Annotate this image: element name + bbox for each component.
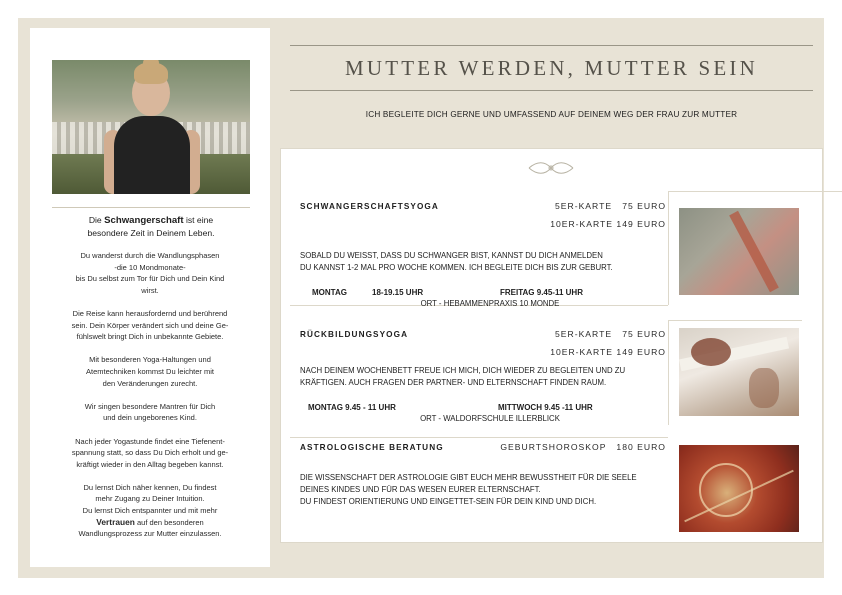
intro-prefix: Die	[88, 215, 102, 225]
divider	[52, 207, 250, 208]
description-line: DEINES KINDES UND FÜR DAS WESEN EURER ELTERNSCHAFT.	[300, 485, 541, 495]
intro-bold-word: Schwangerschaft	[104, 215, 184, 226]
title-rule	[290, 90, 813, 91]
section-description	[300, 250, 666, 274]
artwork-image	[679, 208, 799, 295]
price-10er: 10ER-KARTE 149 EURO	[550, 347, 666, 357]
time-day: MONTAG	[312, 288, 347, 297]
description-line: DIE WISSENSCHAFT DER ASTROLOGIE GIBT EUCH MEHR BEWUSSTHEIT FÜR DIE SEELE	[300, 473, 637, 482]
page-title: MUTTER WERDEN, MUTTER SEIN	[345, 56, 758, 80]
paint-spot	[691, 338, 731, 366]
paragraph: Wir singen besondere Mantren für Dich und dein ungeborenes Kind.	[84, 401, 216, 423]
paragraph-last	[44, 482, 256, 540]
paint-spot	[749, 368, 779, 408]
intro-line2: besondere Zeit in Deinem Leben	[87, 228, 213, 238]
column-divider	[668, 320, 669, 425]
section-title-astrologische-beratung: ASTROLOGISCHE BERATUNG	[300, 443, 444, 452]
description-line: NACH DEINEM WOCHENBETT FREUE ICH MICH, DICH WIEDER ZU BEGLEITEN UND ZU	[300, 366, 626, 375]
paragraph: Du wanderst durch die Wandlungsphasen -die 10 Mondmonate- bis Du selbst zum Tor für Dich und Dein Kind wirst.	[75, 251, 225, 295]
artwork-image	[679, 328, 799, 416]
description-line: DU FINDEST ORIENTIERUNG UND EINGETTET-SEIN FÜR DEIN KIND UND DICH.	[300, 497, 597, 507]
price-5er: 5ER-KARTE 75 EURO	[554, 329, 666, 339]
paragraph-line: Wandlungsprozess zur Mutter einzulassen.	[78, 529, 222, 539]
intro-suffix: ist eine	[185, 215, 214, 225]
paragraph-line: Du lernst Dich entspannter und mit mehr	[82, 506, 218, 516]
intro-text	[60, 214, 242, 239]
paragraph: Mit besonderen Yoga-Haltungen und Atemtechniken kommst Du leichter mit den Veränderungen zurecht.	[86, 355, 214, 388]
paragraph: Die Reise kann herausfordernd und berührend sein. Dein Körper verändert sich und deine Ge- fühlswelt bringt Dich in unbekannte Gebiete.	[71, 308, 229, 342]
price-10er: 10ER-KARTE 149 EURO	[550, 219, 666, 229]
section-title-rueckbildungsyoga: RÜCKBILDUNGSYOGA	[300, 330, 409, 339]
section-description	[300, 365, 666, 389]
title-rule	[290, 45, 813, 46]
section-rule	[290, 437, 668, 438]
time-hours: 18-19.15 UHR	[372, 288, 424, 297]
section-rule	[668, 191, 842, 192]
price-5er: 5ER-KARTE 75 EURO	[554, 201, 666, 211]
ornament-icon	[527, 159, 575, 177]
section-description	[300, 472, 666, 509]
paint-streak	[729, 211, 779, 293]
page-subtitle: ICH BEGLEITE DICH GERNE UND UMFASSEND AUF DEINEM WEG DER FRAU ZUR MUTTER	[365, 110, 738, 119]
location: ORT - WALDORFSCHULE ILLERBLICK	[420, 414, 560, 423]
paragraph-line: mehr Zugang zu Deiner Intuition.	[95, 494, 205, 504]
portrait-photo	[52, 60, 250, 194]
time-wednesday: MITTWOCH 9.45 -11 UHR	[498, 403, 593, 412]
column-divider	[668, 191, 669, 305]
paragraph-line: auf den besonderen	[134, 517, 204, 527]
artwork-image	[679, 445, 799, 532]
dress-shape	[114, 116, 190, 194]
paragraph-line: Du lernst Dich näher kennen, Du findest	[83, 482, 217, 492]
description-line: DU KANNST 1-2 MAL PRO WOCHE KOMMEN. ICH BEGLEITE DICH BIS ZUR GEBURT.	[300, 263, 613, 273]
section-rule	[668, 320, 802, 321]
paragraph: Nach jeder Yogastunde findet eine Tiefenent- spannung statt, so dass Du Dich erholt und ge- kräftigt wieder in den Alltag begeben kannst.	[71, 436, 229, 469]
description-line: SOBALD DU WEISST, DASS DU SCHWANGER BIST, KANNST DU DICH ANMELDEN	[300, 251, 603, 260]
time-monday: MONTAG 9.45 - 11 UHR	[308, 403, 396, 412]
time-friday: FREITAG 9.45-11 UHR	[500, 288, 583, 297]
bold-word: Vertrauen	[96, 516, 135, 527]
price-geburtshoroskop: GEBURTSHOROSKOP 180 EURO	[500, 442, 666, 452]
description-paragraphs	[44, 250, 256, 540]
section-title-schwangerschaftsyoga: SCHWANGERSCHAFTSYOGA	[300, 202, 439, 211]
description-line: KRÄFTIGEN. AUCH FRAGEN DER PARTNER- UND ELTERNSCHAFT FINDEN RAUM.	[300, 378, 607, 388]
location: ORT - HEBAMMENPRAXIS 10 MONDE	[420, 299, 560, 308]
intro-line2-end: .	[212, 228, 215, 238]
